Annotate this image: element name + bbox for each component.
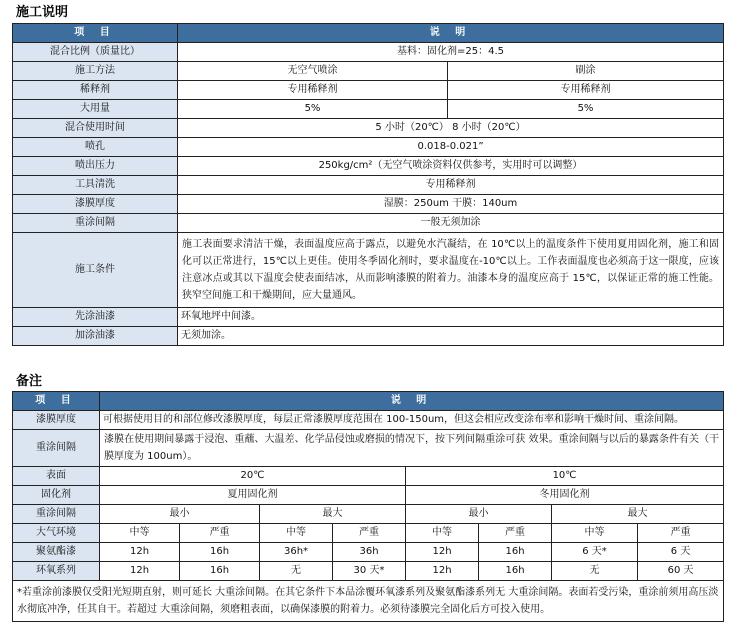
row-label: 固化剂	[13, 486, 100, 505]
table-row	[13, 524, 724, 543]
table-row	[13, 157, 724, 176]
row-label: 喷孔	[13, 138, 178, 157]
table-cell: 6 天*	[552, 543, 638, 562]
row-label: 大气环境	[13, 524, 100, 543]
table-cell: 60 天	[638, 562, 724, 581]
table-row	[13, 176, 724, 195]
table-row	[13, 486, 724, 505]
table-cell: 36h	[333, 543, 406, 562]
env-severe: 严重	[180, 524, 260, 543]
row-label: 混合比例（质量比）	[13, 43, 178, 62]
table-cell: 16h	[180, 562, 260, 581]
row-label: 聚氨酯漆	[13, 543, 100, 562]
row-label: 稀释剂	[13, 81, 178, 100]
row-label: 加涂油漆	[13, 327, 178, 346]
env-mid: 中等	[100, 524, 180, 543]
env-mid: 中等	[406, 524, 479, 543]
header-item: 项 目	[13, 392, 100, 411]
row-label: 施工条件	[13, 233, 178, 308]
table-header-row	[13, 24, 724, 43]
row-value: 可根据使用目的和部位修改漆膜厚度，每层正常漆膜厚度范围在 100-150um，但这会相应改变涂布率和影响干燥时间、重涂间隔。	[100, 411, 724, 430]
table-cell: 36h*	[260, 543, 333, 562]
row-value: 0.018-0.021”	[178, 138, 724, 157]
row-label: 重涂间隔	[13, 214, 178, 233]
row-value: 5 小时（20℃） 8 小时（20℃）	[178, 119, 724, 138]
winter-hardener: 冬用固化剂	[406, 486, 724, 505]
row-value: 基料：固化剂=25：4.5	[178, 43, 724, 62]
table-row	[13, 81, 724, 100]
table-cell: 无	[260, 562, 333, 581]
header-item: 项 目	[13, 24, 178, 43]
table-cell: 12h	[100, 562, 180, 581]
row-label: 工具清洗	[13, 176, 178, 195]
remarks-table	[12, 391, 724, 622]
env-severe: 严重	[333, 524, 406, 543]
row-value: 无空气喷涂	[178, 62, 448, 81]
row-label: 环氧系列	[13, 562, 100, 581]
footnote: *若重涂前漆膜仅受阳光短期直射，则可延长 大重涂间隔。在其它条件下本品涂覆环氧漆系列及聚氨酯漆系列无 大重涂间隔。表面若受污染，重涂前须用高压淡水彻底冲净，任其自干。若超过 大重涂间隔，须磨粗表面，以确保漆膜的附着力。必须待漆膜完全固化后方可投入使用。	[13, 581, 724, 622]
construction-table	[12, 23, 724, 346]
interval-max: 最大	[260, 505, 406, 524]
row-label: 先涂油漆	[13, 308, 178, 327]
row-value: 专用稀释剂	[178, 176, 724, 195]
header-desc: 说 明	[100, 392, 724, 411]
row-label: 混合使用时间	[13, 119, 178, 138]
table-cell: 16h	[479, 543, 552, 562]
table-row	[13, 138, 724, 157]
temp-20: 20℃	[100, 467, 406, 486]
row-value: 5%	[178, 100, 448, 119]
table-row	[13, 467, 724, 486]
table-row	[13, 233, 724, 308]
row-value: 环氧地坪中间漆。	[178, 308, 724, 327]
interval-min: 最小	[406, 505, 552, 524]
row-value: 漆膜在使用期间暴露于浸泡、重蘸、大温差、化学品侵蚀或磨损的情况下，按下列间隔重涂可获 效果。重涂间隔与以后的暴露条件有关（干膜厚度为 100um）。	[100, 430, 724, 467]
row-value: 专用稀释剂	[178, 81, 448, 100]
env-severe: 严重	[479, 524, 552, 543]
row-value: 施工表面要求清洁干燥，表面温度应高于露点，以避免水汽凝结，在 10℃以上的温度条件下使用夏用固化剂，施工和固化可以正常进行，15℃以上更佳。使用冬季固化剂时，要求温度在-10℃以上。工作表面温度也必须高于这一限度，应该注意冰点或其以下温度会使表面结冰，从而影响漆膜的附着力。油漆本身的温度应高于 15℃，以保证正常的施工性能。狭窄空间施工和干燥期间，应大量通风。	[178, 233, 724, 308]
table-row	[13, 214, 724, 233]
table-row	[13, 100, 724, 119]
table-row	[13, 195, 724, 214]
table-row	[13, 327, 724, 346]
table-row	[13, 543, 724, 562]
temp-10: 10℃	[406, 467, 724, 486]
row-value: 湿膜：250um 干膜：140um	[178, 195, 724, 214]
table-row	[13, 505, 724, 524]
table-cell: 16h	[479, 562, 552, 581]
table-row	[13, 43, 724, 62]
row-value: 5%	[448, 100, 724, 119]
table-cell: 16h	[180, 543, 260, 562]
summer-hardener: 夏用固化剂	[100, 486, 406, 505]
row-label: 重涂间隔	[13, 505, 100, 524]
section-title-construction: 施工说明	[16, 5, 69, 20]
row-label: 漆膜厚度	[13, 411, 100, 430]
table-row	[13, 430, 724, 467]
row-value: 250kg/cm²（无空气喷涂资料仅供参考，实用时可以调整）	[178, 157, 724, 176]
table-row	[13, 562, 724, 581]
row-value: 刷涂	[448, 62, 724, 81]
table-cell: 12h	[406, 543, 479, 562]
table-header-row	[13, 392, 724, 411]
table-cell: 12h	[406, 562, 479, 581]
section-title-remarks: 备注	[16, 374, 43, 389]
table-cell: 无	[552, 562, 638, 581]
table-cell: 6 天	[638, 543, 724, 562]
row-label: 重涂间隔	[13, 430, 100, 467]
row-label: 漆膜厚度	[13, 195, 178, 214]
table-row	[13, 581, 724, 622]
row-value: 一般无须加涂	[178, 214, 724, 233]
table-row	[13, 62, 724, 81]
row-label: 施工方法	[13, 62, 178, 81]
table-row	[13, 308, 724, 327]
table-cell: 30 天*	[333, 562, 406, 581]
env-severe: 严重	[638, 524, 724, 543]
env-mid: 中等	[260, 524, 333, 543]
row-label: 大用量	[13, 100, 178, 119]
row-value: 专用稀释剂	[448, 81, 724, 100]
header-desc: 说 明	[178, 24, 724, 43]
row-label: 喷出压力	[13, 157, 178, 176]
table-row	[13, 119, 724, 138]
env-mid: 中等	[552, 524, 638, 543]
interval-max: 最大	[552, 505, 724, 524]
interval-min: 最小	[100, 505, 260, 524]
table-cell: 12h	[100, 543, 180, 562]
table-row	[13, 411, 724, 430]
row-label: 表面	[13, 467, 100, 486]
row-value: 无须加涂。	[178, 327, 724, 346]
